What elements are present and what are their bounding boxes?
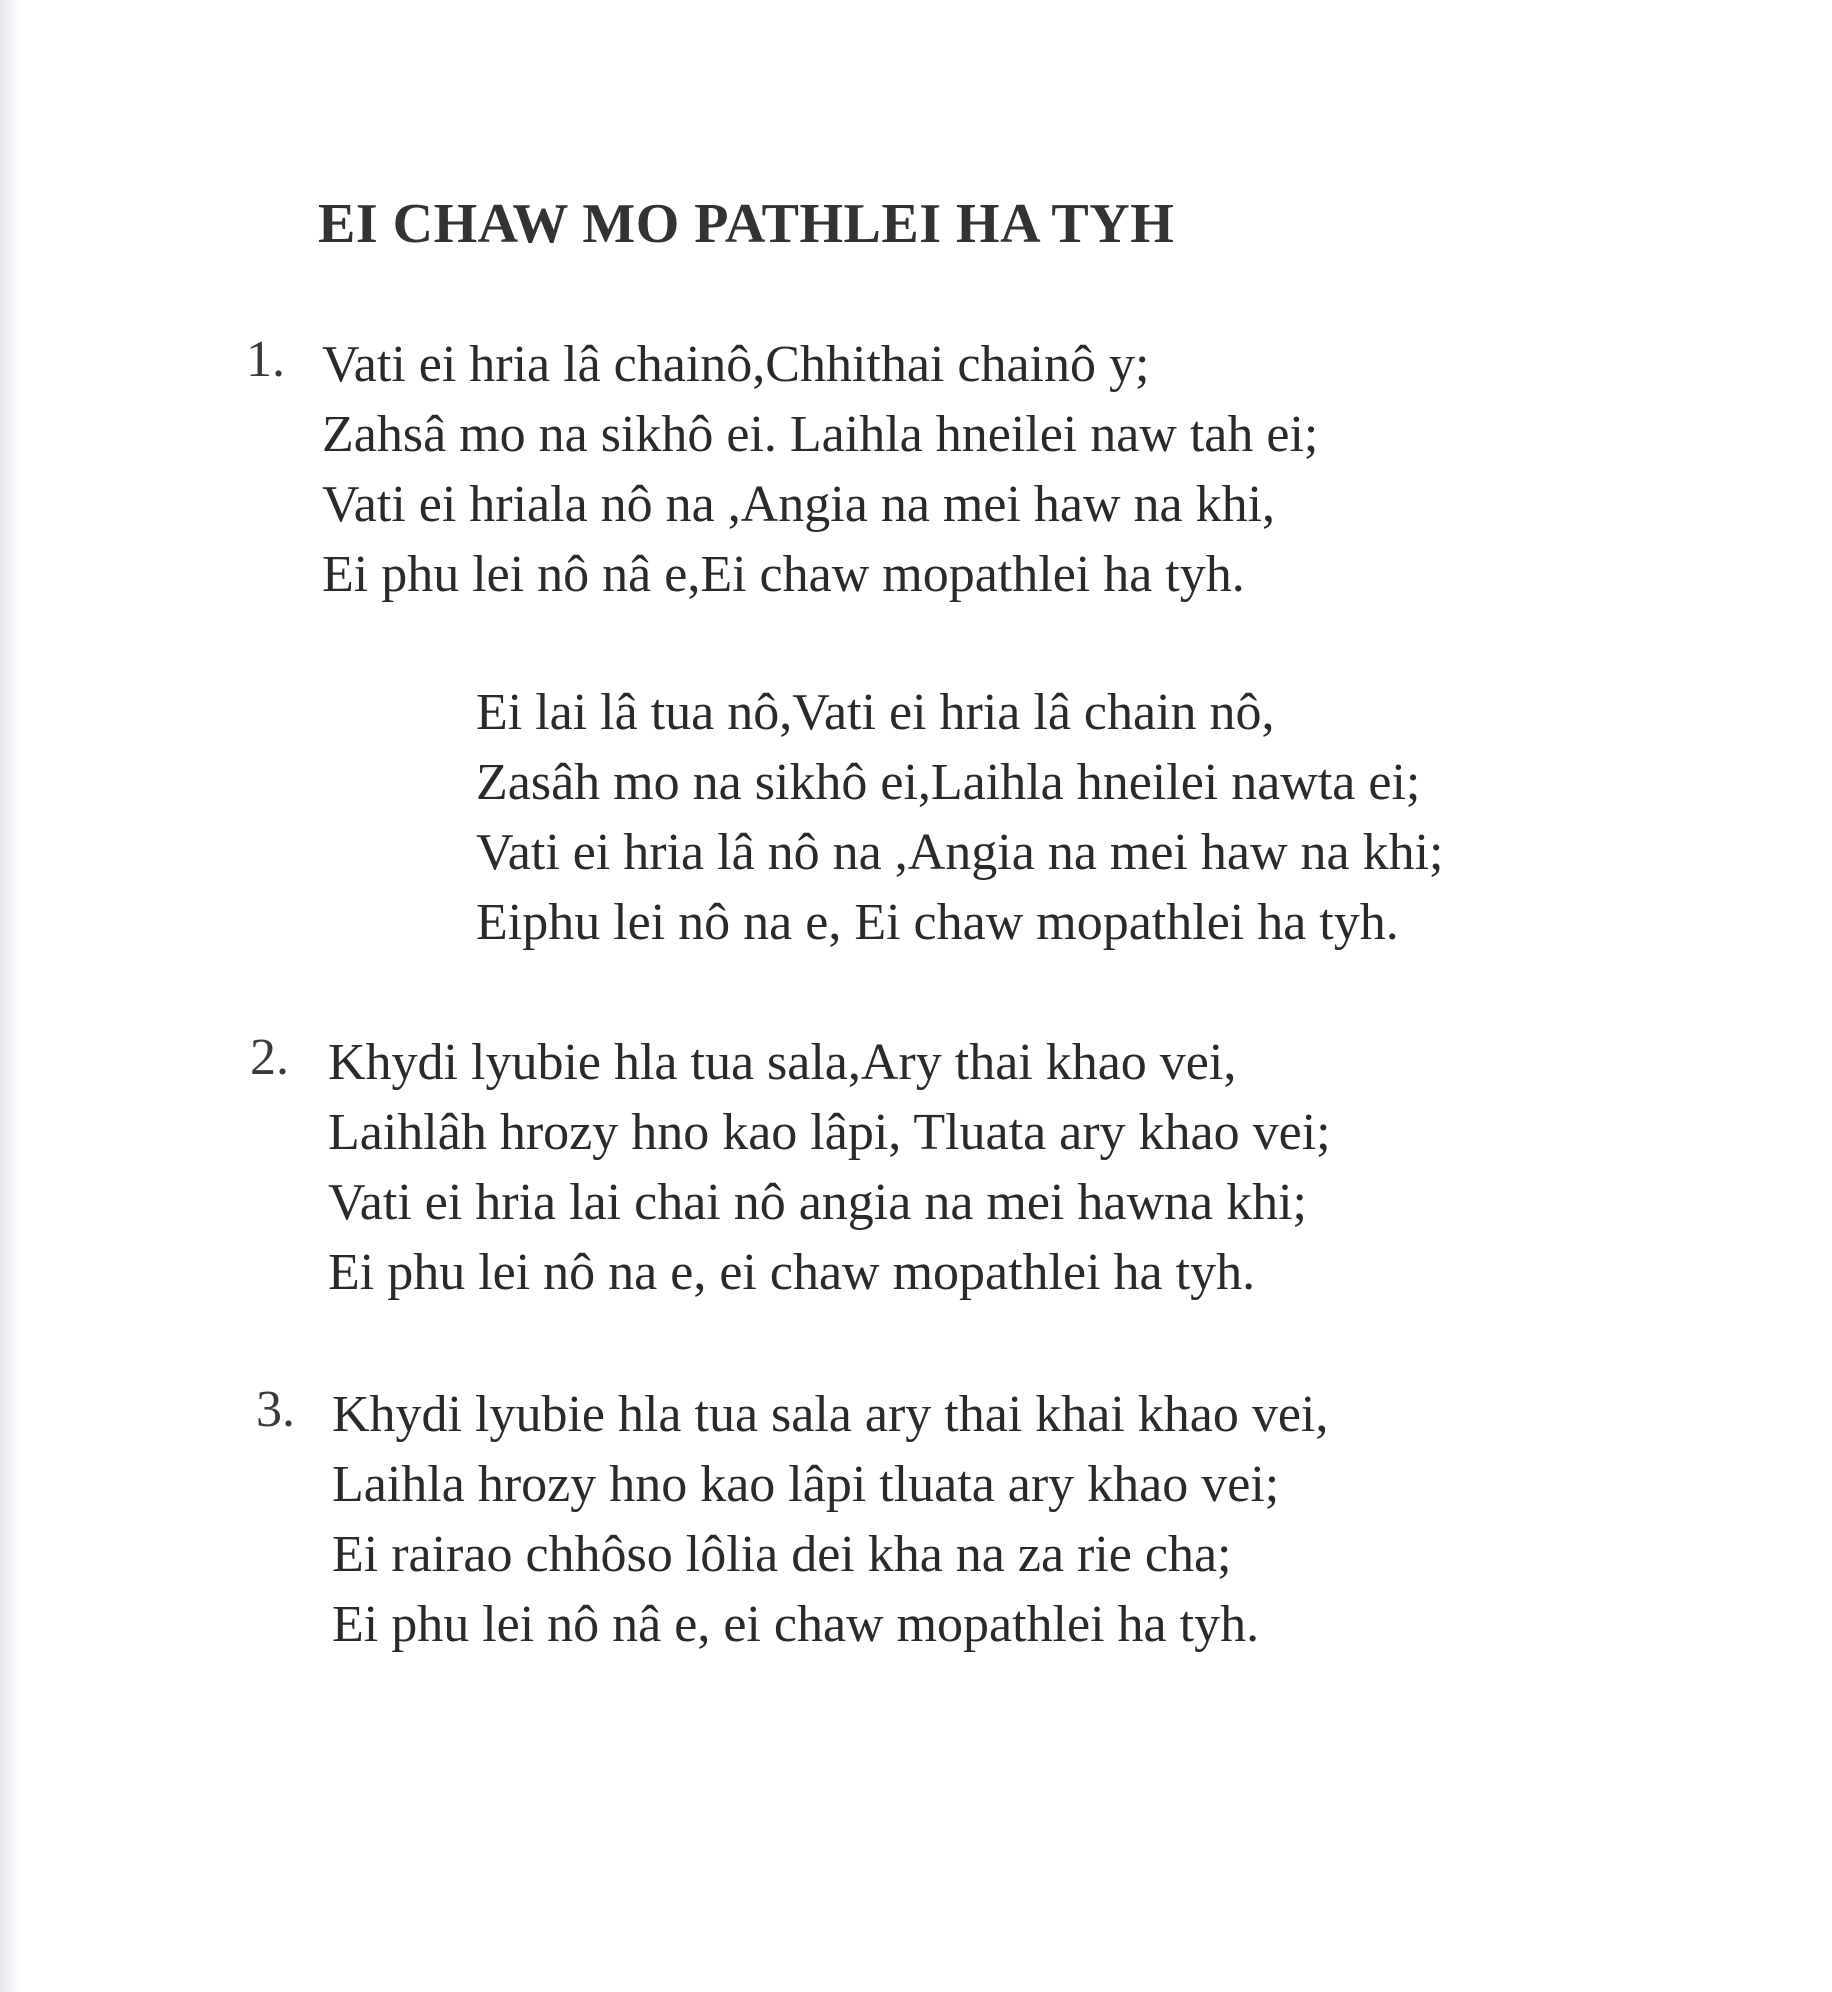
- verse-line: Vati ei hria lai chai nô angia na mei hawna khi;: [328, 1174, 1307, 1231]
- chorus-line: Zasâh mo na sikhô ei,Laihla hneilei nawta ei;: [476, 754, 1421, 811]
- verse-number: 3.: [256, 1381, 295, 1438]
- verse-line: Laihlâh hrozy hno kao lâpi, Tluata ary khao vei;: [328, 1104, 1331, 1161]
- verse-number: 1.: [246, 331, 285, 388]
- verse-2: [250, 1028, 1331, 1308]
- page-edge-shadow: [0, 0, 22, 1992]
- verse-line: Ei rairao chhôso lôlia dei kha na za rie cha;: [332, 1526, 1232, 1583]
- chorus-line: Ei lai lâ tua nô,Vati ei hria lâ chain nô,: [476, 684, 1275, 741]
- verse-line: Ei phu lei nô nâ e, ei chaw mopathlei ha tyh.: [332, 1596, 1260, 1653]
- verse-line: Ei phu lei nô nâ e,Ei chaw mopathlei ha tyh.: [322, 546, 1245, 603]
- verse-line: Khydi lyubie hla tua sala,Ary thai khao vei,: [328, 1034, 1237, 1091]
- chorus: [476, 678, 1443, 958]
- verse-3: [256, 1380, 1329, 1660]
- verse-number: 2.: [250, 1029, 289, 1086]
- chorus-line: Vati ei hria lâ nô na ,Angia na mei haw na khi;: [476, 824, 1444, 881]
- verse-line: Ei phu lei nô na e, ei chaw mopathlei ha tyh.: [328, 1244, 1256, 1301]
- verse-line: Khydi lyubie hla tua sala ary thai khai khao vei,: [332, 1386, 1329, 1443]
- verse-line: Vati ei hriala nô na ,Angia na mei haw na khi,: [322, 476, 1276, 533]
- verse-line: Zahsâ mo na sikhô ei. Laihla hneilei naw tah ei;: [322, 406, 1319, 463]
- verse-line: Laihla hrozy hno kao lâpi tluata ary khao vei;: [332, 1456, 1280, 1513]
- chorus-line: Eiphu lei nô na e, Ei chaw mopathlei ha tyh.: [476, 894, 1399, 951]
- verse-line: Vati ei hria lâ chainô,Chhithai chainô y;: [322, 336, 1150, 393]
- verse-1: [246, 330, 1319, 610]
- song-title: EI CHAW MO PATHLEI HA TYH: [318, 193, 1175, 255]
